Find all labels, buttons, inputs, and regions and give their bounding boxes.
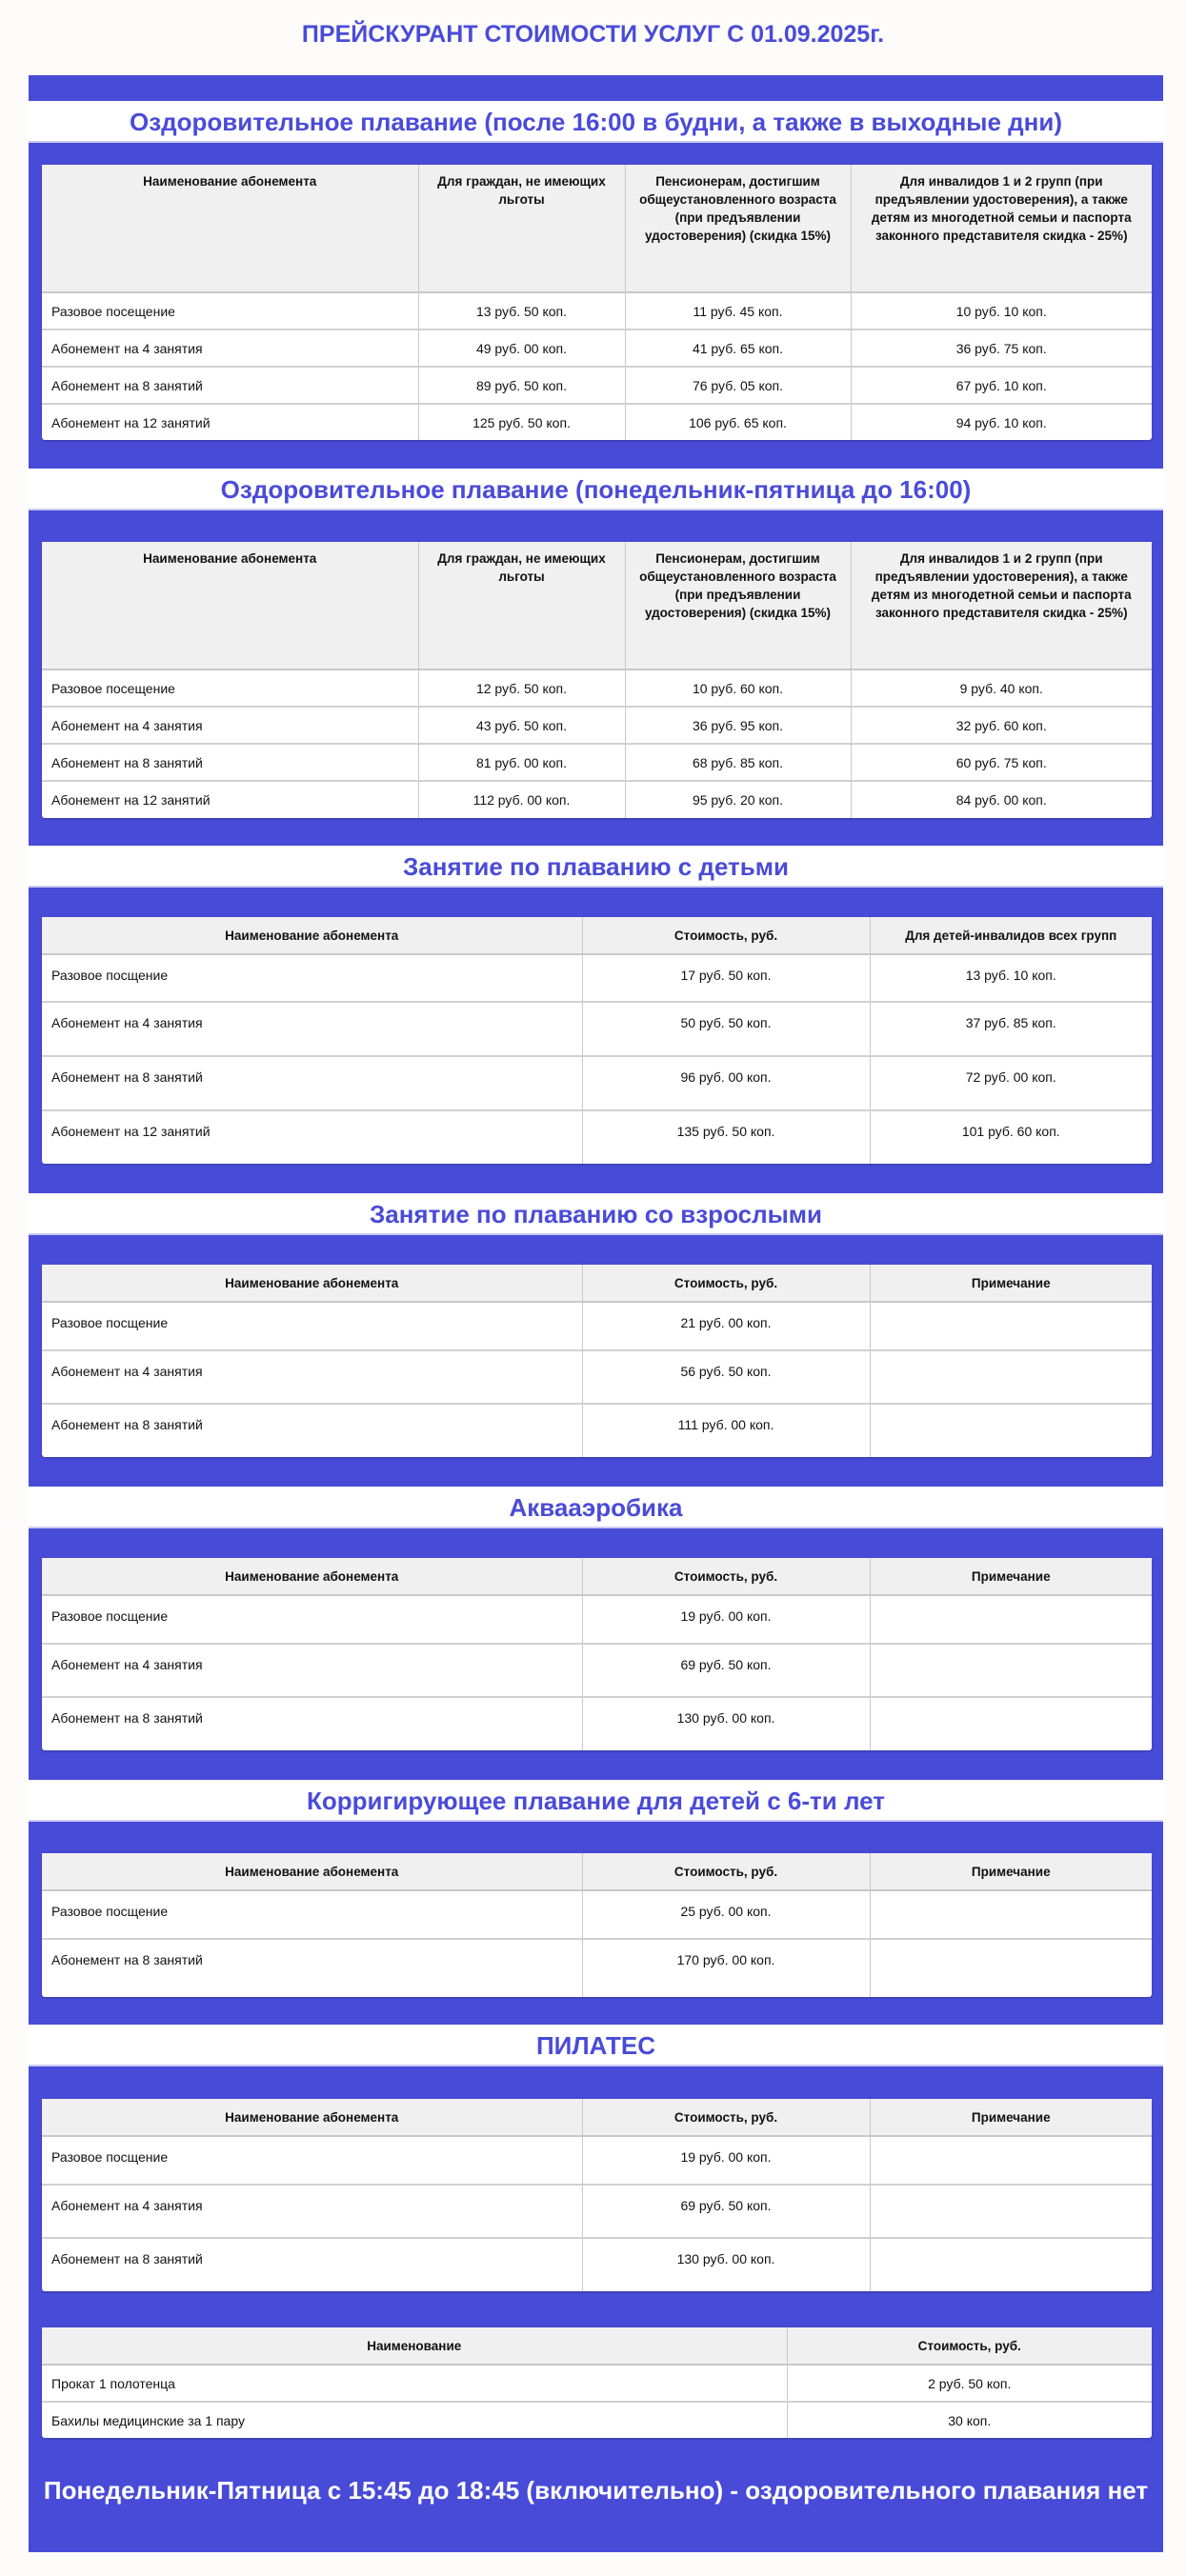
table-cell: [870, 2185, 1152, 2238]
column-header: Для инвалидов 1 и 2 групп (при предъявлении удостоверения), а также детям из многодетной семьи и паспорта законного представителя скидка - 25%): [851, 165, 1152, 292]
table-cell: Разовое посщение: [42, 1302, 582, 1350]
table-cell: Абонемент на 4 занятия: [42, 707, 418, 744]
table-cell: 49 руб. 00 коп.: [418, 329, 625, 367]
table-header-row: [42, 1853, 1152, 1890]
column-header: Примечание: [870, 1265, 1152, 1302]
table-cell: [870, 1697, 1152, 1750]
price-table: [42, 1265, 1152, 1457]
table-cell: Абонемент на 8 занятий: [42, 1056, 582, 1110]
table-cell: Разовое посщение: [42, 2136, 582, 2185]
section-heading: Корригирующее плавание для детей с 6-ти лет: [29, 1780, 1163, 1822]
table-header-row: [42, 2327, 1152, 2365]
table-row: [42, 1404, 1152, 1457]
table-cell: [870, 1404, 1152, 1457]
table-cell: 13 руб. 50 коп.: [418, 292, 625, 329]
page-title: ПРЕЙСКУРАНТ СТОИМОСТИ УСЛУГ С 01.09.2025г.: [301, 21, 885, 48]
section-heading: Аквааэробика: [29, 1487, 1163, 1528]
table-cell: 19 руб. 00 коп.: [582, 2136, 870, 2185]
table-cell: 60 руб. 75 коп.: [851, 744, 1152, 781]
table-cell: 11 руб. 45 коп.: [625, 292, 851, 329]
table-cell: 36 руб. 75 коп.: [851, 329, 1152, 367]
price-table: [42, 1558, 1152, 1750]
table-cell: 21 руб. 00 коп.: [582, 1302, 870, 1350]
table-header-row: [42, 917, 1152, 954]
section-body: [29, 143, 1163, 469]
table-cell: 50 руб. 50 коп.: [582, 1002, 870, 1056]
table-row: [42, 1302, 1152, 1350]
table-cell: 130 руб. 00 коп.: [582, 1697, 870, 1750]
section-body: [29, 1528, 1163, 1780]
table-cell: [870, 2136, 1152, 2185]
column-header: Для граждан, не имеющих льготы: [418, 542, 625, 669]
table-cell: 9 руб. 40 коп.: [851, 669, 1152, 707]
column-header: Пенсионерам, достигшим общеустановленного возраста (при предъявлении удостоверения) (скидка 15%): [625, 542, 851, 669]
table-cell: 69 руб. 50 коп.: [582, 2185, 870, 2238]
column-header: Стоимость, руб.: [582, 1265, 870, 1302]
table-cell: 89 руб. 50 коп.: [418, 367, 625, 404]
column-header: Наименование абонемента: [42, 1853, 582, 1890]
table-cell: 130 руб. 00 коп.: [582, 2238, 870, 2291]
table-cell: 76 руб. 05 коп.: [625, 367, 851, 404]
column-header: Для детей-инвалидов всех групп: [870, 917, 1152, 954]
table-row: [42, 2365, 1152, 2402]
table-cell: 106 руб. 65 коп.: [625, 404, 851, 440]
column-header: Наименование: [42, 2327, 787, 2365]
table-cell: [870, 1890, 1152, 1939]
column-header: Стоимость, руб.: [582, 917, 870, 954]
table-row: [42, 2185, 1152, 2238]
table-cell: Абонемент на 8 занятий: [42, 367, 418, 404]
table-cell: [870, 1644, 1152, 1697]
table-cell: 67 руб. 10 коп.: [851, 367, 1152, 404]
table-row: [42, 329, 1152, 367]
table-cell: Абонемент на 4 занятия: [42, 2185, 582, 2238]
table-cell: 19 руб. 00 коп.: [582, 1595, 870, 1644]
section-heading: Оздоровительное плавание (после 16:00 в будни, а также в выходные дни): [29, 101, 1163, 143]
section-body: [29, 510, 1163, 846]
table-header-row: [42, 542, 1152, 669]
table-cell: 68 руб. 85 коп.: [625, 744, 851, 781]
table-row: [42, 1002, 1152, 1056]
table-cell: 2 руб. 50 коп.: [787, 2365, 1152, 2402]
price-section: [29, 1780, 1163, 2025]
section-body: [29, 888, 1163, 1193]
table-cell: Абонемент на 12 занятий: [42, 404, 418, 440]
table-header-row: [42, 1265, 1152, 1302]
table-cell: Разовое посщение: [42, 1890, 582, 1939]
column-header: Наименование абонемента: [42, 165, 418, 292]
price-table: [42, 1853, 1152, 1997]
table-cell: [870, 1302, 1152, 1350]
column-header: Наименование абонемента: [42, 1558, 582, 1595]
table-cell: Разовое посщение: [42, 1595, 582, 1644]
table-cell: 13 руб. 10 коп.: [870, 954, 1152, 1002]
column-header: Стоимость, руб.: [582, 1558, 870, 1595]
table-cell: 72 руб. 00 коп.: [870, 1056, 1152, 1110]
column-header: Для инвалидов 1 и 2 групп (при предъявлении удостоверения), а также детям из многодетной семьи и паспорта законного представителя скидка - 25%): [851, 542, 1152, 669]
table-row: [42, 404, 1152, 440]
table-header-row: [42, 2099, 1152, 2136]
table-row: [42, 707, 1152, 744]
price-sections: [29, 101, 1163, 2552]
table-cell: 56 руб. 50 коп.: [582, 1350, 870, 1404]
table-cell: 10 руб. 10 коп.: [851, 292, 1152, 329]
table-row: [42, 1939, 1152, 1997]
table-cell: [870, 1595, 1152, 1644]
table-cell: [870, 2238, 1152, 2291]
column-header: Для граждан, не имеющих льготы: [418, 165, 625, 292]
table-cell: Абонемент на 8 занятий: [42, 2238, 582, 2291]
section-heading: Занятие по плаванию со взрослыми: [29, 1193, 1163, 1235]
column-header: Примечание: [870, 1853, 1152, 1890]
table-row: [42, 1697, 1152, 1750]
price-section: [29, 846, 1163, 1193]
column-header: Наименование абонемента: [42, 542, 418, 669]
table-cell: 112 руб. 00 коп.: [418, 781, 625, 818]
price-section: [29, 469, 1163, 846]
table-row: [42, 744, 1152, 781]
table-cell: Абонемент на 12 занятий: [42, 781, 418, 818]
table-cell: Разовое посещение: [42, 292, 418, 329]
column-header: Наименование абонемента: [42, 1265, 582, 1302]
table-header-row: [42, 165, 1152, 292]
table-row: [42, 1644, 1152, 1697]
table-cell: 37 руб. 85 коп.: [870, 1002, 1152, 1056]
table-cell: [870, 1350, 1152, 1404]
table-cell: 111 руб. 00 коп.: [582, 1404, 870, 1457]
table-cell: Абонемент на 12 занятий: [42, 1110, 582, 1164]
price-table: [42, 917, 1152, 1164]
table-cell: 12 руб. 50 коп.: [418, 669, 625, 707]
table-cell: 69 руб. 50 коп.: [582, 1644, 870, 1697]
table-cell: 43 руб. 50 коп.: [418, 707, 625, 744]
table-row: [42, 1056, 1152, 1110]
table-cell: 96 руб. 00 коп.: [582, 1056, 870, 1110]
table-row: [42, 1350, 1152, 1404]
table-row: [42, 2136, 1152, 2185]
column-header: Наименование абонемента: [42, 917, 582, 954]
column-header: Стоимость, руб.: [582, 2099, 870, 2136]
table-cell: Абонемент на 4 занятия: [42, 329, 418, 367]
table-cell: 94 руб. 10 коп.: [851, 404, 1152, 440]
table-cell: 41 руб. 65 коп.: [625, 329, 851, 367]
top-accent-bar: [29, 75, 1163, 101]
table-cell: 84 руб. 00 коп.: [851, 781, 1152, 818]
table-cell: Абонемент на 8 занятий: [42, 744, 418, 781]
table-cell: 95 руб. 20 коп.: [625, 781, 851, 818]
section-body: [29, 2067, 1163, 2552]
table-cell: Абонемент на 8 занятий: [42, 1939, 582, 1997]
price-table: [42, 165, 1152, 440]
price-section: [29, 1487, 1163, 1780]
column-header: Примечание: [870, 2099, 1152, 2136]
table-cell: Бахилы медицинские за 1 пару: [42, 2402, 787, 2438]
section-heading: Оздоровительное плавание (понедельник-пятница до 16:00): [29, 469, 1163, 510]
table-row: [42, 1890, 1152, 1939]
column-header: Наименование абонемента: [42, 2099, 582, 2136]
section-body: [29, 1235, 1163, 1487]
price-section: [29, 2025, 1163, 2552]
column-header: Примечание: [870, 1558, 1152, 1595]
table-row: [42, 1595, 1152, 1644]
section-heading: Занятие по плаванию с детьми: [29, 846, 1163, 888]
table-cell: 10 руб. 60 коп.: [625, 669, 851, 707]
price-table: [42, 2099, 1152, 2291]
table-cell: 170 руб. 00 коп.: [582, 1939, 870, 1997]
table-cell: 101 руб. 60 коп.: [870, 1110, 1152, 1164]
table-cell: 81 руб. 00 коп.: [418, 744, 625, 781]
table-cell: [870, 1939, 1152, 1997]
table-cell: 135 руб. 50 коп.: [582, 1110, 870, 1164]
price-section: [29, 101, 1163, 469]
section-heading: ПИЛАТЕС: [29, 2025, 1163, 2067]
table-cell: 17 руб. 50 коп.: [582, 954, 870, 1002]
table-cell: 36 руб. 95 коп.: [625, 707, 851, 744]
table-row: [42, 292, 1152, 329]
table-cell: Абонемент на 4 занятия: [42, 1002, 582, 1056]
price-section: [29, 1193, 1163, 1487]
table-cell: Абонемент на 8 занятий: [42, 1404, 582, 1457]
table-row: [42, 781, 1152, 818]
column-header: Стоимость, руб.: [582, 1853, 870, 1890]
table-cell: 25 руб. 00 коп.: [582, 1890, 870, 1939]
table-cell: Прокат 1 полотенца: [42, 2365, 787, 2402]
column-header: Стоимость, руб.: [787, 2327, 1152, 2365]
table-cell: Разовое посещение: [42, 669, 418, 707]
table-cell: 30 коп.: [787, 2402, 1152, 2438]
footer-notice: Понедельник-Пятница с 15:45 до 18:45 (включительно) - оздоровительного плавания нет: [43, 2476, 1149, 2505]
price-table: [42, 2327, 1152, 2438]
section-body: [29, 1822, 1163, 2025]
column-header: Пенсионерам, достигшим общеустановленного возраста (при предъявлении удостоверения) (скидка 15%): [625, 165, 851, 292]
table-cell: Абонемент на 8 занятий: [42, 1697, 582, 1750]
table-header-row: [42, 1558, 1152, 1595]
table-cell: Разовое посщение: [42, 954, 582, 1002]
table-row: [42, 954, 1152, 1002]
table-row: [42, 1110, 1152, 1164]
table-cell: Абонемент на 4 занятия: [42, 1350, 582, 1404]
table-row: [42, 367, 1152, 404]
table-row: [42, 2238, 1152, 2291]
table-cell: 125 руб. 50 коп.: [418, 404, 625, 440]
price-table: [42, 542, 1152, 818]
table-cell: 32 руб. 60 коп.: [851, 707, 1152, 744]
table-row: [42, 669, 1152, 707]
table-cell: Абонемент на 4 занятия: [42, 1644, 582, 1697]
